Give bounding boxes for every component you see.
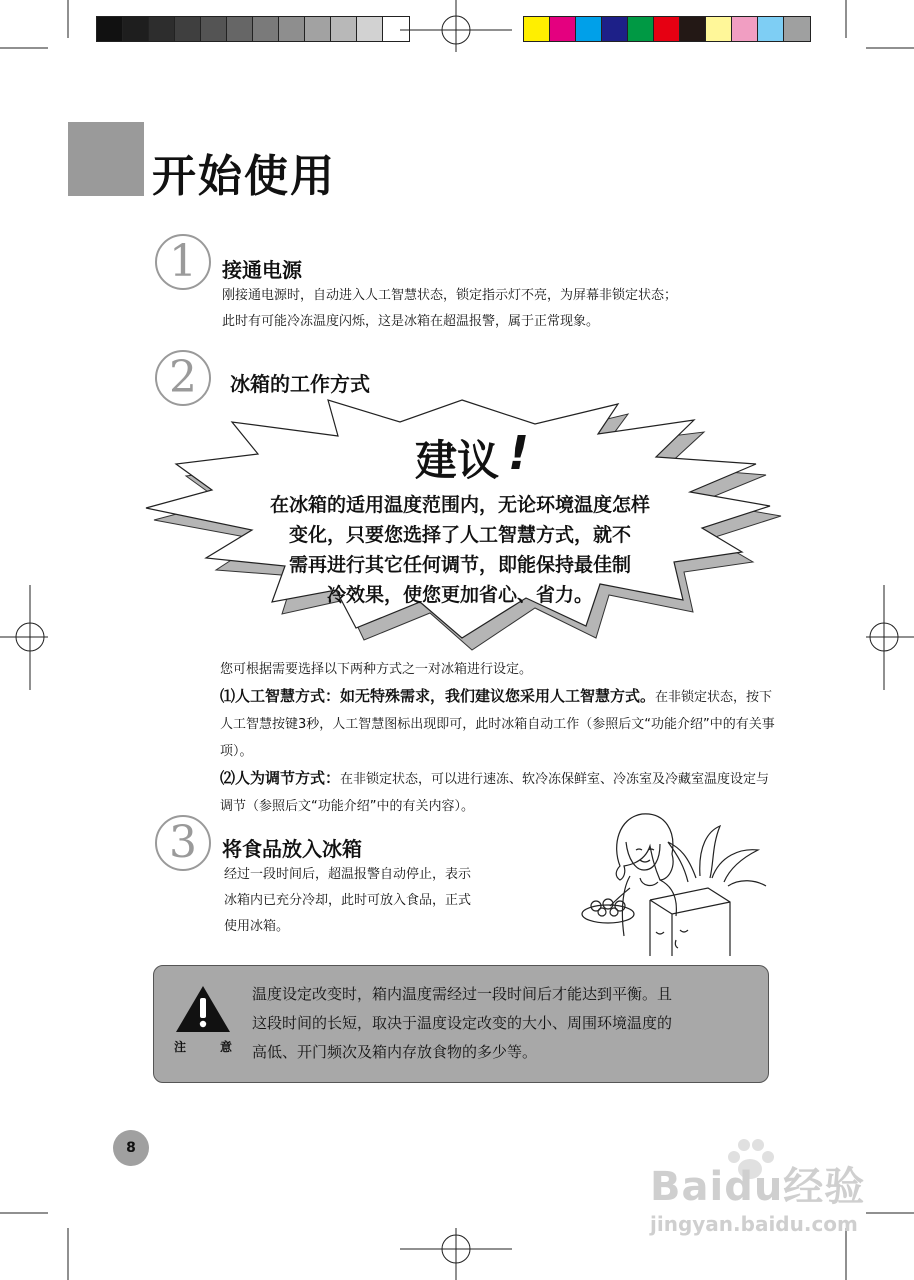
plant-leaves [668,826,766,886]
caution-label-left: 注 [174,1040,187,1054]
option-2-text: 在非锁定状态，可以进行速冻、软冷冻保鲜室、冷冻室及冷藏室温度设定与调节（参照后文“功能介绍”中的有关内容）。 [220,772,770,814]
mode-options [220,656,780,820]
caution-line: 这段时间的长短，取决于温度设定改变的大小、周围环境温度的 [252,1014,673,1032]
caution-label-right: 意 [219,1040,232,1054]
suggestion-line: 变化，只要您选择了人工智慧方式，就不 [288,524,631,546]
step-3-number: 3 [155,815,211,871]
option-1-highlight: 如无特殊需求，我们建议您采用人工智慧方式。 [340,687,656,705]
suggestion-text [240,490,680,610]
page-title: 开始使用 [152,151,336,202]
step-3-line: 经过一段时间后，超温报警自动停止，表示 [224,867,472,882]
caution-line: 温度设定改变时，箱内温度需经过一段时间后才能达到平衡。且 [252,985,673,1003]
step-1-line: 刚接通电源时，自动进入人工智慧状态，锁定指示灯不亮，为屏幕非锁定状态； [222,288,678,303]
step-1-line: 此时有可能冷冻温度闪烁，这是冰箱在超温报警，属于正常现象。 [222,314,600,329]
step-3-line: 使用冰箱。 [224,919,290,934]
option-1-text: 在非锁定状态，按下人工智慧按键3秒，人工智慧图标出现即可，此时冰箱自动工作（参照后文“功能介绍”中的有关事项）。 [220,690,775,759]
caution-box [153,965,769,1083]
fridge-icon [650,888,730,956]
option-1 [220,683,780,765]
caution-text [252,980,756,1067]
watermark-brand: Baidu经验 [650,1164,866,1210]
options-intro: 您可根据需要选择以下两种方式之一对冰箱进行设定。 [220,662,533,677]
step-1-number: 1 [155,234,211,290]
warning-icon [174,984,232,1034]
option-2-label: ⑵人为调节方式： [220,769,341,787]
suggestion-line: 冷效果，使您更加省心、省力。 [326,584,593,606]
step-3-title: 将食品放入冰箱 [222,837,362,861]
step-2-title: 冰箱的工作方式 [230,372,370,396]
exclamation-icon: ! [508,426,529,480]
watermark-url: jingyan.baidu.com [650,1212,858,1236]
suggestion-line: 在冰箱的适用温度范围内，无论环境温度怎样 [269,494,650,516]
step-1-title: 接通电源 [222,258,302,282]
caution-line: 高低、开门频次及箱内存放食物的多少等。 [252,1043,538,1061]
caution-label [174,1038,232,1055]
suggestion-line: 需再进行其它任何调节，即能保持最佳制 [288,554,631,576]
step-3-text [224,862,534,940]
option-1-label: ⑴人工智慧方式： [220,687,341,705]
food-plate-icon [582,905,634,923]
baidu-watermark [650,1155,865,1236]
woman-fridge-illustration [580,806,770,956]
body [622,876,676,936]
page-number: 8 [113,1130,149,1166]
suggestion-title: 建议 [414,436,499,485]
step-3-line: 冰箱内已充分冷却，此时可放入食品，正式 [224,893,472,908]
step-2-number: 2 [155,350,211,406]
